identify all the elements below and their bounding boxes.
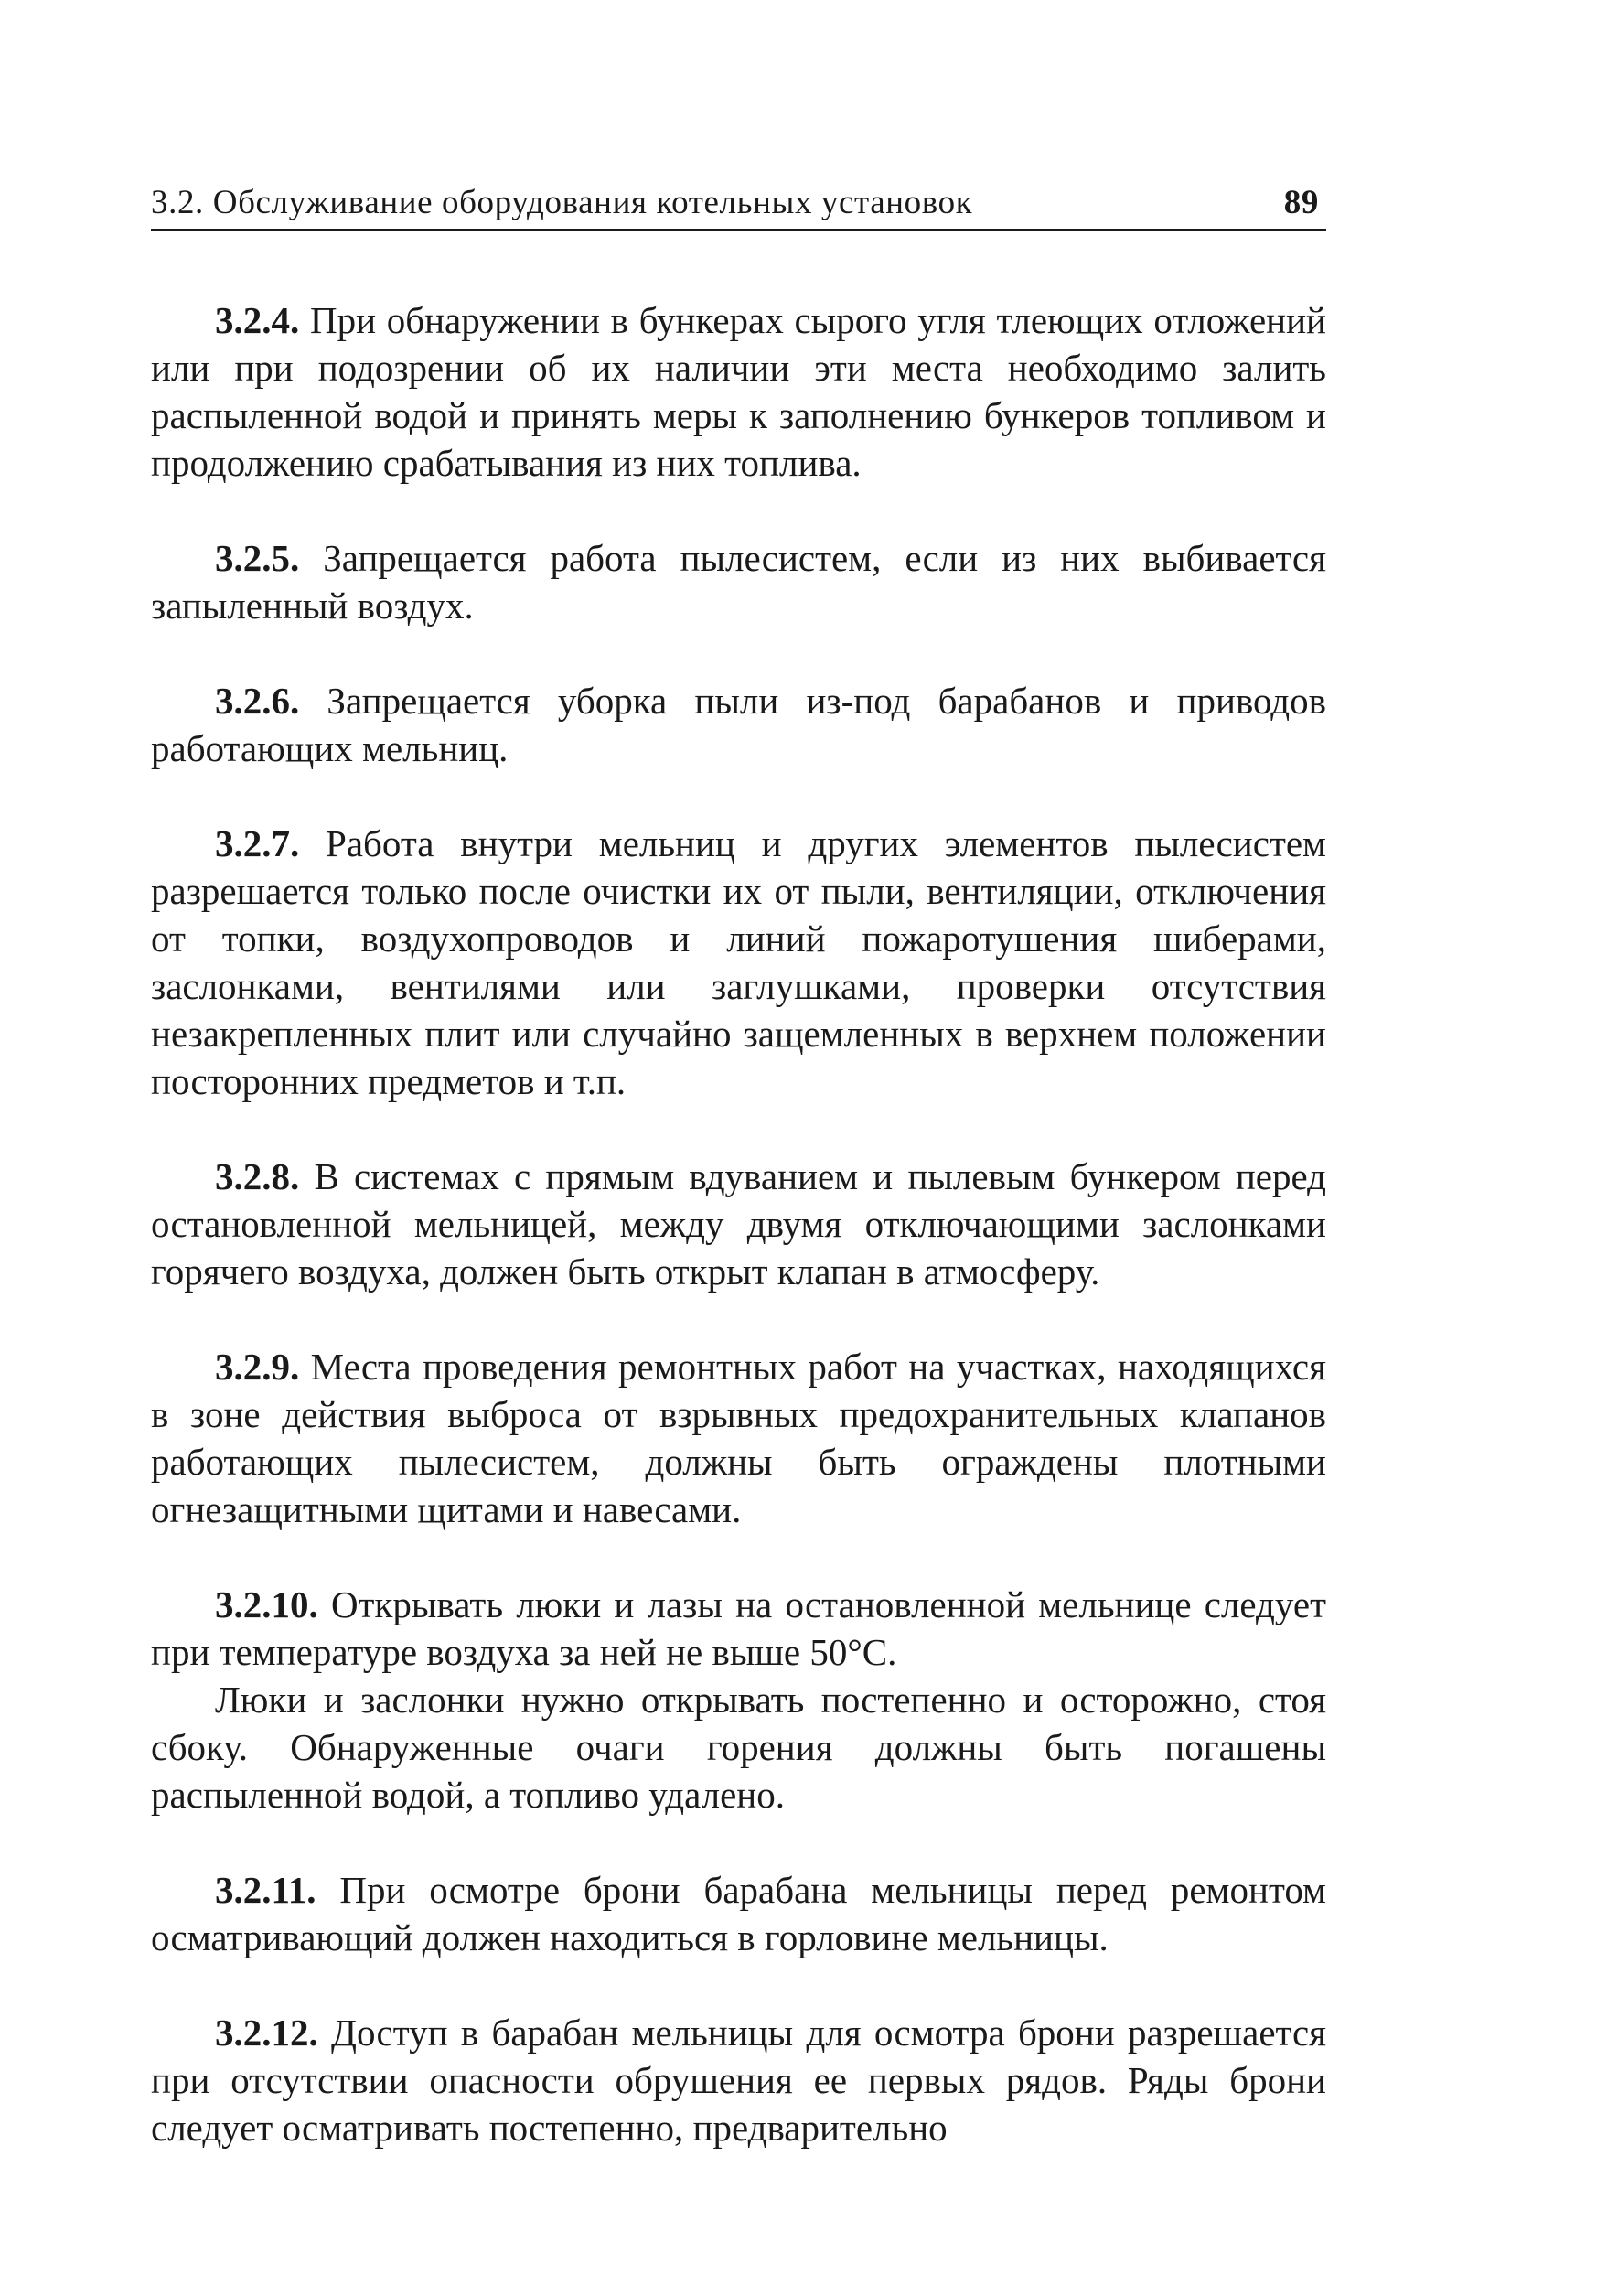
paragraph-3-2-10-continued xyxy=(151,1676,1326,1819)
clause-number: 3.2.10. xyxy=(215,1583,318,1625)
header-title: 3.2. Обслуживание оборудования котельных установок xyxy=(151,184,973,221)
page-content xyxy=(151,296,1326,2151)
clause-number: 3.2.4. xyxy=(215,299,300,341)
paragraph-text: Запрещается уборка пыли из-под барабанов и приводов работающих мельниц. xyxy=(151,680,1326,769)
paragraph-3-2-6 xyxy=(151,677,1326,772)
running-header xyxy=(151,183,1326,231)
paragraph-3-2-10 xyxy=(151,1581,1326,1676)
paragraph-text: Места проведения ремонтных работ на участках, находящихся в зоне действия выброса от взрывных предохранительных клапанов работающих пылесистем, должны быть ограждены плотными огнезащитными щитами и навесами. xyxy=(151,1346,1326,1530)
clause-number: 3.2.12. xyxy=(215,2012,318,2054)
clause-number: 3.2.5. xyxy=(215,537,300,579)
paragraph-3-2-7 xyxy=(151,820,1326,1105)
paragraph-text: Открывать люки и лазы на остановленной мельнице следует при температуре воздуха за ней не выше 50°С. xyxy=(151,1583,1326,1673)
paragraph-text: Запрещается работа пылесистем, если из них выбивается запыленный воздух. xyxy=(151,537,1326,627)
paragraph-3-2-9 xyxy=(151,1343,1326,1533)
paragraph-text: При обнаружении в бункерах сырого угля тлеющих отложений или при подозрении об их наличии эти места необходимо залить распыленной водой и принять меры к заполнению бункеров топливом и продолжению срабатывания из них топлива. xyxy=(151,299,1326,484)
paragraph-text: Доступ в барабан мельницы для осмотра брони разрешается при отсутствии опасности обрушения ее первых рядов. Ряды брони следует осматривать постепенно, предварительно xyxy=(151,2012,1326,2149)
paragraph-3-2-8 xyxy=(151,1153,1326,1295)
paragraph-3-2-5 xyxy=(151,534,1326,629)
paragraph-text: Люки и заслонки нужно открывать постепенно и осторожно, стоя сбоку. Обнаруженные очаги горения должны быть погашены распыленной водой, а топливо удалено. xyxy=(151,1679,1326,1816)
document-page xyxy=(151,183,1326,2151)
page-number: 89 xyxy=(1283,184,1319,221)
clause-number: 3.2.6. xyxy=(215,680,300,722)
paragraph-text: В системах с прямым вдуванием и пылевым бункером перед остановленной мельницей, между двумя отключающими заслонками горячего воздуха, должен быть открыт клапан в атмосферу. xyxy=(151,1155,1326,1293)
paragraph-3-2-4 xyxy=(151,296,1326,487)
clause-number: 3.2.11. xyxy=(215,1869,316,1911)
paragraph-3-2-11 xyxy=(151,1866,1326,1961)
paragraph-text: При осмотре брони барабана мельницы перед ремонтом осматривающий должен находиться в горловине мельницы. xyxy=(151,1869,1326,1958)
paragraph-3-2-12 xyxy=(151,2009,1326,2151)
clause-number: 3.2.7. xyxy=(215,822,300,864)
paragraph-text: Работа внутри мельниц и других элементов пылесистем разрешается только после очистки их от пыли, вентиляции, отключения от топки, воздухопроводов и линий пожаротушения шиберами, заслонками, вентилями или заглушками, проверки отсутствия незакрепленных плит или случайно защемленных в верхнем положении посторонних предметов и т.п. xyxy=(151,822,1326,1102)
clause-number: 3.2.8. xyxy=(215,1155,300,1197)
clause-number: 3.2.9. xyxy=(215,1346,300,1388)
